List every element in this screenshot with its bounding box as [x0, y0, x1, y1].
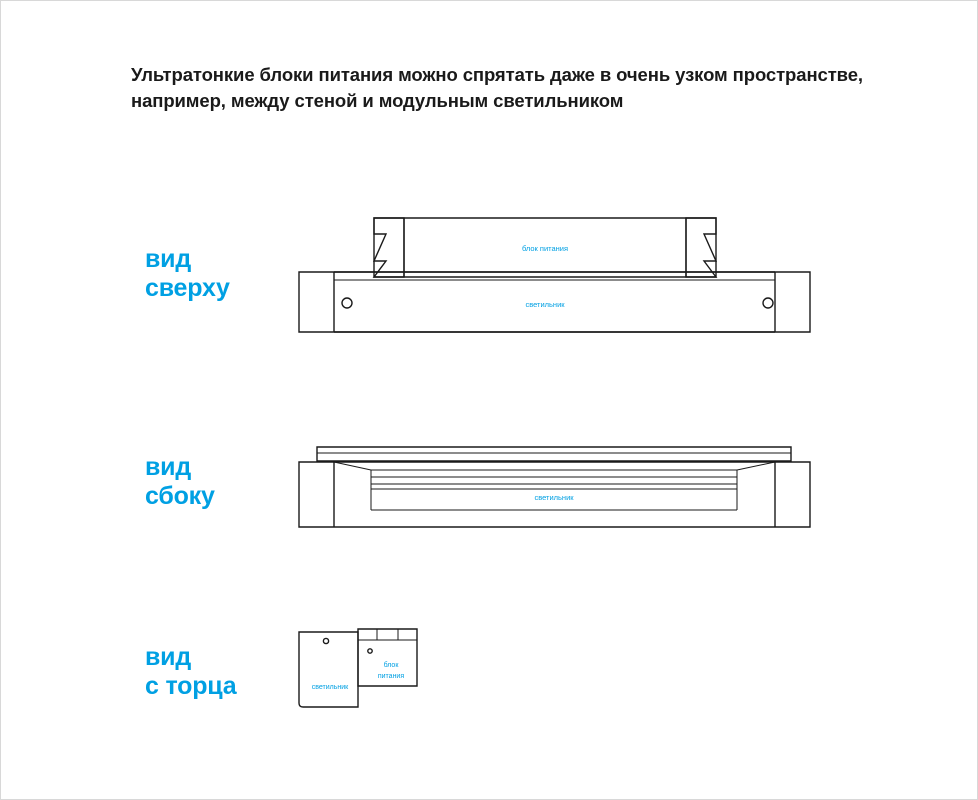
caption-end-power-supply-line1: блок	[383, 662, 399, 669]
view-label-end-line2: с торца	[145, 672, 237, 700]
caption-side-luminaire: светильник	[534, 493, 574, 502]
view-label-end-line1: вид	[145, 643, 192, 671]
side-view-bevel-left	[334, 462, 371, 470]
caption-top-power-supply: блок питания	[521, 244, 569, 253]
view-label-top-line1: вид	[145, 245, 192, 273]
top-view-group	[299, 218, 810, 332]
view-label-side-line2: сбоку	[145, 482, 215, 510]
view-label-side-line1: вид	[145, 453, 192, 481]
caption-end-luminaire: светильник	[311, 684, 349, 691]
end-view-luminaire-section	[299, 632, 358, 707]
top-view-screw-right	[763, 298, 773, 308]
end-view-ps-dot	[368, 649, 372, 653]
end-view-screw	[323, 638, 328, 643]
caption-top-luminaire: светильник	[525, 300, 565, 309]
side-view-power-supply-bar	[317, 447, 791, 461]
side-view-bevel-right	[737, 462, 775, 470]
top-view-screw-left	[342, 298, 352, 308]
end-view-group	[299, 629, 417, 707]
view-label-top-line2: сверху	[145, 274, 230, 302]
top-view-power-supply-right-notch	[686, 218, 716, 277]
page-title: Ультратонкие блоки питания можно спрятать даже в очень узком пространстве, например, между стеной и модульным светильником	[131, 64, 863, 111]
side-view-group	[299, 447, 810, 527]
caption-end-power-supply-line2: питания	[377, 673, 405, 680]
top-view-power-supply-left-notch	[374, 218, 404, 277]
